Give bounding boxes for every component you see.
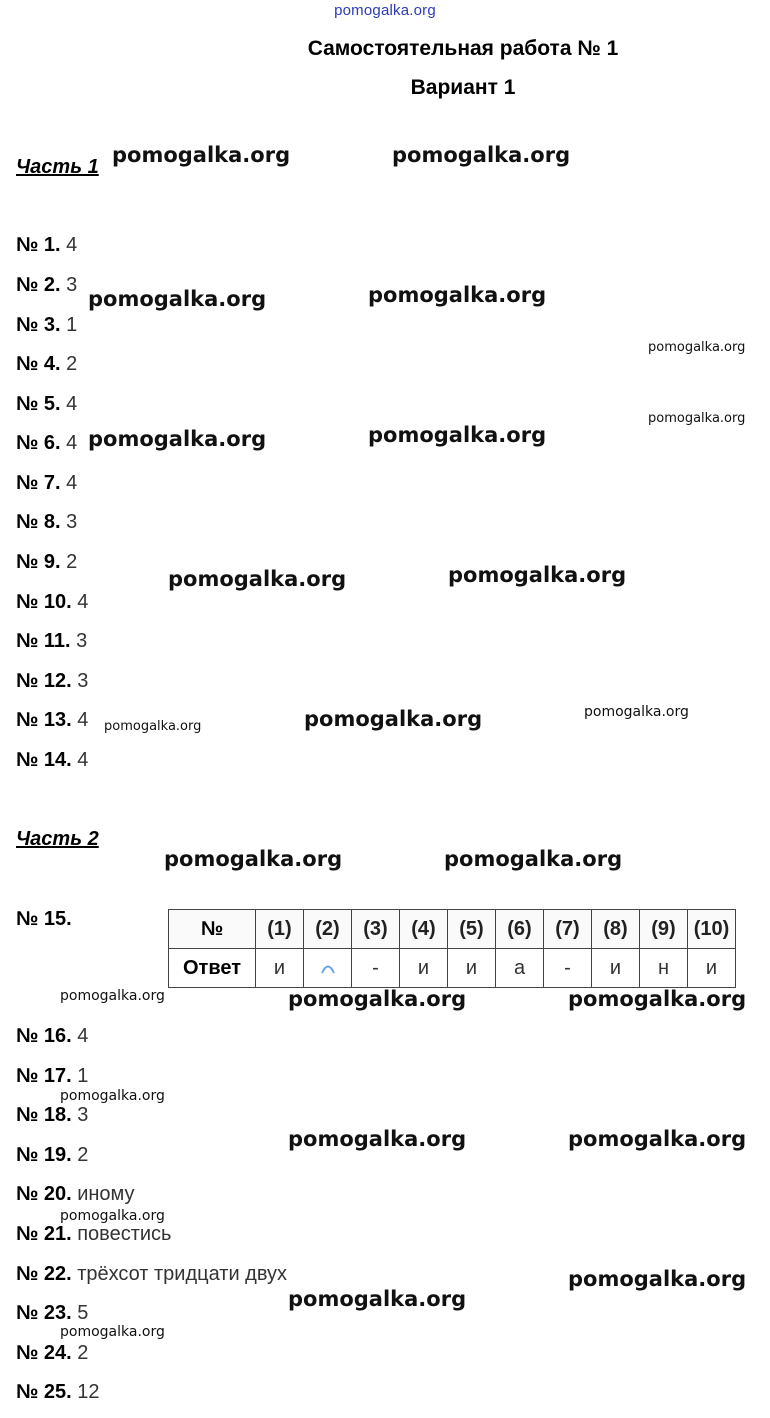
- answer-value: 4: [66, 432, 78, 454]
- answer-value: 4: [77, 591, 89, 613]
- watermark: pomogalka.org: [104, 719, 202, 734]
- table-column-header: (3): [352, 910, 400, 949]
- site-header-link[interactable]: pomogalka.org: [334, 2, 436, 19]
- variant-title: Вариант 1: [410, 76, 516, 99]
- question-number: № 10.: [16, 591, 72, 613]
- table-column-header: (4): [400, 910, 448, 949]
- question-number: № 23.: [16, 1302, 72, 1324]
- table-column-header: (9): [640, 910, 688, 949]
- answer-row: [16, 551, 77, 574]
- question-number: № 11.: [16, 630, 71, 652]
- answer-row: [16, 1342, 88, 1365]
- question-number: № 21.: [16, 1223, 72, 1245]
- table-row-header: №: [169, 910, 256, 949]
- answer-value: 5: [77, 1302, 89, 1324]
- watermark: pomogalka.org: [164, 847, 343, 871]
- watermark: pomogalka.org: [648, 411, 746, 426]
- table-column-header: (10): [688, 910, 736, 949]
- answer-row: [16, 234, 77, 257]
- question-number: № 4.: [16, 353, 61, 375]
- answer-value: 12: [77, 1381, 100, 1403]
- answer-row: [16, 670, 88, 693]
- table-cell: и: [592, 949, 640, 988]
- watermark: pomogalka.org: [392, 143, 571, 167]
- question-number: № 18.: [16, 1104, 72, 1126]
- answer-value: 1: [77, 1065, 89, 1087]
- watermark: pomogalka.org: [448, 563, 627, 587]
- question-number: № 13.: [16, 709, 72, 731]
- watermark: pomogalka.org: [112, 143, 291, 167]
- answer-value: 4: [66, 393, 78, 415]
- answer-value: 3: [77, 1104, 89, 1126]
- table-column-header: (1): [256, 910, 304, 949]
- question-number: № 15.: [16, 908, 72, 930]
- watermark: pomogalka.org: [584, 704, 689, 720]
- question-number: № 19.: [16, 1144, 72, 1166]
- question-number: № 1.: [16, 234, 61, 256]
- answer-value: повестись: [77, 1223, 172, 1245]
- question-number: № 16.: [16, 1025, 72, 1047]
- table-cell: и: [688, 949, 736, 988]
- table-cell: и: [400, 949, 448, 988]
- answer-value: 2: [66, 551, 78, 573]
- table-column-header: (5): [448, 910, 496, 949]
- answer-row: [16, 1065, 88, 1088]
- answer-row: [16, 1183, 135, 1206]
- answer-value: 4: [66, 234, 78, 256]
- answer-value: 3: [76, 630, 88, 652]
- table-column-header: (6): [496, 910, 544, 949]
- watermark: pomogalka.org: [444, 847, 623, 871]
- answer-row: [16, 511, 77, 534]
- answer-value: 3: [77, 670, 89, 692]
- table-cell: а: [496, 949, 544, 988]
- table-row-header: Ответ: [169, 949, 256, 988]
- answer-value: иному: [77, 1183, 135, 1205]
- question-number: № 6.: [16, 432, 61, 454]
- question-number: № 5.: [16, 393, 61, 415]
- answer-value: 3: [66, 274, 78, 296]
- answer-row: [16, 472, 77, 495]
- page-title: Самостоятельная работа № 1: [307, 37, 619, 60]
- answer-table: [168, 909, 736, 988]
- watermark: pomogalka.org: [60, 1324, 165, 1340]
- answer-row: [16, 353, 77, 376]
- table-cell: -: [544, 949, 592, 988]
- answer-row: [16, 432, 77, 455]
- question-number: № 24.: [16, 1342, 72, 1364]
- table-column-header: (8): [592, 910, 640, 949]
- answer-value: 2: [77, 1342, 89, 1364]
- question-15-label: [16, 908, 72, 931]
- watermark: pomogalka.org: [368, 283, 547, 307]
- table-cell: и: [256, 949, 304, 988]
- question-number: № 20.: [16, 1183, 72, 1205]
- table-cell: н: [640, 949, 688, 988]
- watermark: pomogalka.org: [168, 567, 347, 591]
- answer-value: 4: [77, 709, 89, 731]
- watermark: pomogalka.org: [648, 340, 746, 355]
- table-cell: [304, 949, 352, 988]
- watermark: pomogalka.org: [60, 1088, 165, 1104]
- answer-row: [16, 591, 88, 614]
- question-number: № 3.: [16, 314, 61, 336]
- answer-value: 2: [77, 1144, 89, 1166]
- answer-row: [16, 1144, 88, 1167]
- answer-row: [16, 314, 77, 337]
- question-number: № 2.: [16, 274, 61, 296]
- watermark: pomogalka.org: [568, 1127, 747, 1151]
- answer-row: [16, 1302, 88, 1325]
- answer-row: [16, 1223, 171, 1246]
- answer-row: [16, 1104, 88, 1127]
- answer-value: 3: [66, 511, 78, 533]
- answer-value: 4: [77, 1025, 89, 1047]
- watermark: pomogalka.org: [60, 1208, 165, 1224]
- question-number: № 12.: [16, 670, 72, 692]
- answer-row: [16, 749, 88, 772]
- question-number: № 7.: [16, 472, 61, 494]
- table-column-header: (2): [304, 910, 352, 949]
- watermark: pomogalka.org: [288, 1287, 467, 1311]
- answer-value: трёхсот тридцати двух: [77, 1263, 288, 1285]
- arc-mark-icon: [320, 962, 336, 974]
- answer-row: [16, 1025, 88, 1048]
- watermark: pomogalka.org: [288, 987, 467, 1011]
- watermark: pomogalka.org: [368, 423, 547, 447]
- answer-row: [16, 709, 88, 732]
- table-row: [169, 949, 736, 988]
- answer-value: 2: [66, 353, 78, 375]
- question-number: № 9.: [16, 551, 61, 573]
- watermark: pomogalka.org: [304, 707, 483, 731]
- answer-value: 4: [77, 749, 89, 771]
- watermark: pomogalka.org: [88, 287, 267, 311]
- question-number: № 14.: [16, 749, 72, 771]
- table-column-header: (7): [544, 910, 592, 949]
- table-cell: и: [448, 949, 496, 988]
- answer-row: [16, 1381, 99, 1404]
- watermark: pomogalka.org: [88, 427, 267, 451]
- part1-heading: Часть 1: [16, 156, 99, 178]
- watermark: pomogalka.org: [60, 988, 165, 1004]
- answer-row: [16, 630, 87, 653]
- table-header-row: [169, 910, 736, 949]
- part2-heading: Часть 2: [16, 828, 99, 850]
- answer-row: [16, 1263, 287, 1286]
- watermark: pomogalka.org: [568, 1267, 747, 1291]
- answer-value: 4: [66, 472, 78, 494]
- table-cell: -: [352, 949, 400, 988]
- question-number: № 25.: [16, 1381, 72, 1403]
- question-number: № 22.: [16, 1263, 72, 1285]
- question-number: № 17.: [16, 1065, 72, 1087]
- answer-value: 1: [66, 314, 78, 336]
- answer-row: [16, 393, 77, 416]
- watermark: pomogalka.org: [568, 987, 747, 1011]
- watermark: pomogalka.org: [288, 1127, 467, 1151]
- answer-row: [16, 274, 77, 297]
- question-number: № 8.: [16, 511, 61, 533]
